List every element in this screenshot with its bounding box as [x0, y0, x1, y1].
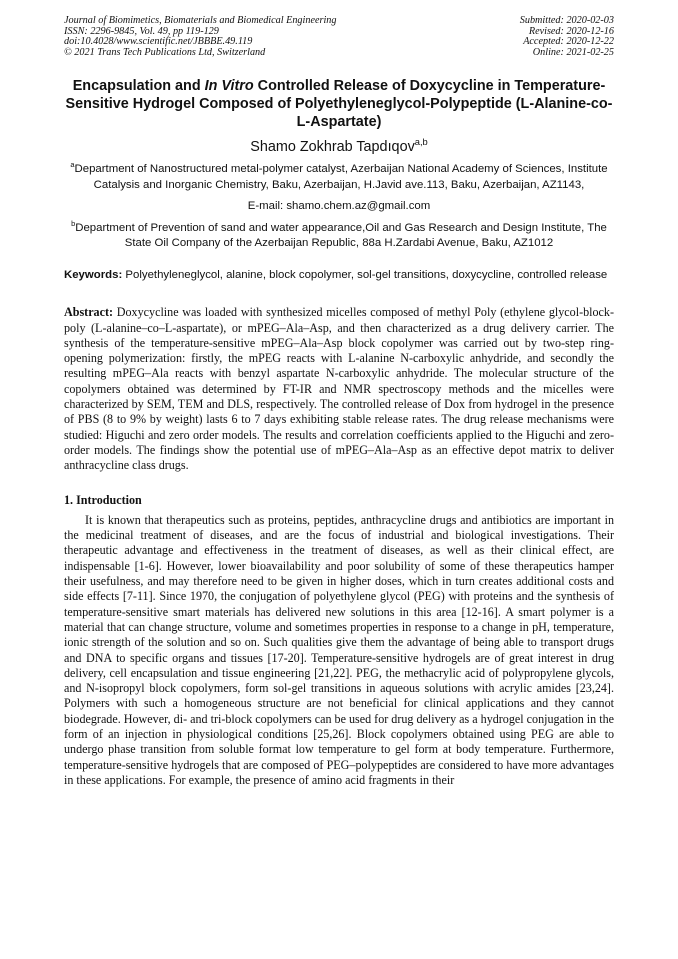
affiliation-b: [64, 221, 614, 252]
affiliation-a-mark: a: [70, 160, 75, 170]
issn-line: ISSN: 2296-9845, Vol. 49, pp 119-129: [64, 25, 219, 37]
introduction-paragraph: It is known that therapeutics such as proteins, peptides, anthracycline drugs and antibiotics are important in the medicinal treatment of diseases, and are the focus of industrial and biological investigations. Their therapeutic advantage and effectiveness in the treatment of diseases, as well as their clinical effect, are indispensable [1-6]. However, lower bioavailability and poor solubility of some of these therapeutics hamper their usefulness, and may therefore need to be given in higher doses, which in turn creates additional costs and side effects [7-11]. Since 1970, the conjugation of polyethylene glycol (PEG) with proteins and the synthesis of temperature-sensitive smart materials has delivered new solutions in this area [12-16]. A smart polymer is a material that can change structure, volume and sometimes properties in response to a change in pH, temperature, ionic strength of the solution and so on. Such qualities give them the advantage of being able to transport drugs and DNA to specific organs and tissues [17-20]. Temperature-sensitive hydrogels are of great interest in drug delivery, cell encapsulation and tissue engineering [21,22]. PEG, the methacrylic acid of polypropylene glycols, and N-isopropyl block copolymers, form sol-gel transitions in aqueous solutions with acrylic amides [23,24]. Polymers with such a homogeneous structure are not beneficial for clinical applications and they cannot biodegrade. However, di- and tri-block copolymers can be used for drug delivery as a hydrogel conjugation in the form of an injection in physiological conditions [25,26]. Block copolymers obtained using PEG are able to undergo phase transition from soluble format low temperature to gel form at body temperature. Furthermore, temperature-sensitive hydrogels that are composed of PEG–polypeptides are considered to have more advantages in these applications. For example, the presence of amino acid fragments in their: [64, 512, 614, 787]
abstract-label: Abstract:: [64, 305, 114, 320]
author-email: E-mail: shamo.chem.az@gmail.com: [247, 200, 431, 213]
online-date: Online: 2021-02-25: [532, 46, 614, 58]
accepted-date: Accepted: 2020-12-22: [523, 36, 614, 48]
author-name: Shamo Zokhrab Tapdıqov: [250, 139, 415, 156]
journal-info: [64, 16, 336, 58]
author-line: [64, 138, 614, 156]
affiliation-b-mark: b: [71, 219, 76, 229]
title-part-2: Controlled Release of Doxycycline in Temperature-Sensitive Hydrogel Composed of Polyethyleneglycol-Polypeptide (L-Alanine-co-L-Aspartate): [65, 78, 613, 131]
abstract: [64, 305, 614, 473]
title-part-1: Encapsulation and: [72, 78, 205, 95]
journal-header: [64, 16, 614, 58]
revised-date: Revised: 2020-12-16: [528, 25, 614, 37]
keywords-text: Polyethyleneglycol, alanine, block copolymer, sol-gel transitions, doxycycline, controlled release: [125, 268, 608, 281]
journal-name: Journal of Biomimetics, Biomaterials and Biomedical Engineering: [64, 15, 337, 26]
article-page: [64, 16, 614, 788]
affiliation-a: [64, 162, 614, 193]
article-title: [64, 77, 614, 131]
title-italic: In Vitro: [204, 78, 254, 95]
section-heading-introduction: 1. Introduction: [64, 492, 142, 507]
copyright-line: © 2021 Trans Tech Publications Ltd, Switzerland: [64, 46, 266, 58]
submitted-date: Submitted: 2020-02-03: [519, 15, 614, 26]
doi-line: doi:10.4028/www.scientific.net/JBBBE.49.119: [64, 36, 253, 48]
abstract-text: Doxycycline was loaded with synthesized micelles composed of methyl Poly (ethylene glycol-block-poly (L-alanine–co–L-aspartate), or mPEG–Ala–Asp, and then characterized as a drug delivery carrier. The synthesis of the temperature-sensitive mPEG–Ala–Asp block copolymer was carried out by two-step ring-opening polymerization: firstly, the mPEG reacts with L-alanine N-carboxylic anhydride, and secondly the resulting mPEG–Ala reacts with benzyl aspartate N-carboxylic anhydride. The molecular structure of the copolymers obtained was determined by FT-IR and NMR spectroscopy methods and the micelles were characterized by SEM, TEM and DLS, respectively. The controlled release of Dox from hydrogel in the presence of PBS (8 to 9% by weight) lasts 6 to 7 days exhibiting stable release rates. The drug release mechanisms were studied: Higuchi and zero order models. The results and correlation coefficients applied to the Higuchi and zero-order models. The findings show the potential use of mPEG–Ala–Asp as an effective depot matrix to deliver anthracycline class drugs.: [64, 305, 614, 473]
publication-dates: [520, 16, 614, 58]
affiliation-a-text: Department of Nanostructured metal-polymer catalyst, Azerbaijan National Academy of Sciences, Institute Catalysis and Inorganic Chemistry, Baku, Azerbaijan, H.Javid ave.113, Baku, Azerbaijan, AZ1143,: [74, 163, 608, 191]
affiliation-b-text: Department of Prevention of sand and water appearance,Oil and Gas Research and Design Institute, The State Oil Company of the Azerbaijan Republic, 88a H.Zardabi Avenue, Baku, AZ1012: [75, 221, 607, 250]
keywords-label: Keywords:: [64, 268, 123, 281]
author-affiliation-marks: a,b: [414, 137, 428, 148]
keywords: [64, 268, 614, 282]
